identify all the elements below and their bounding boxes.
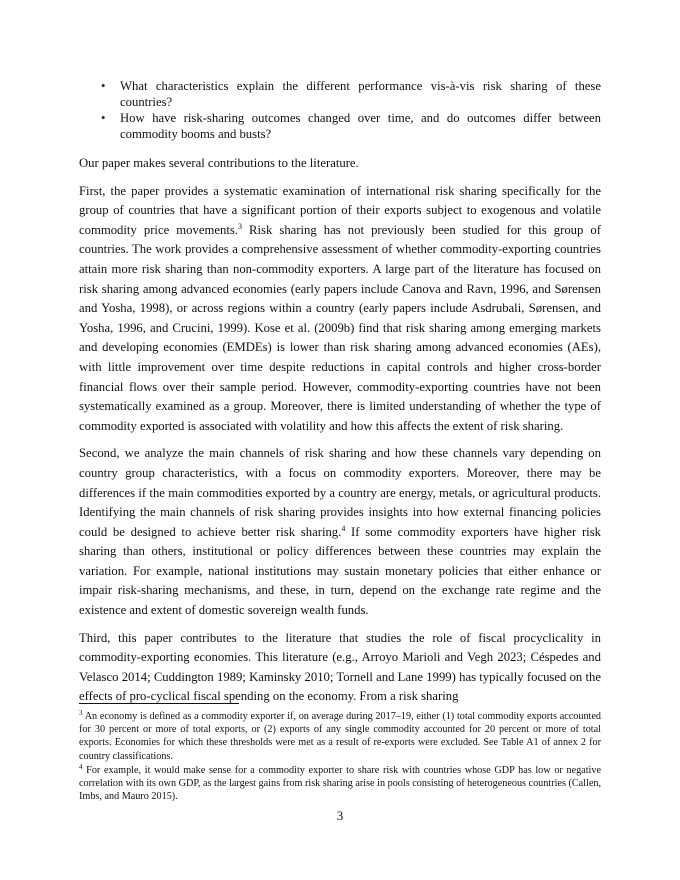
- research-questions-list: [79, 78, 601, 142]
- footnote-ref-3[interactable]: 3: [237, 221, 242, 231]
- paragraph-text: First, the paper provides a systematic examination of international risk sharing specifically for the group of countries that have a significant portion of their exports subject to exogenous and volatile commodity price movements.: [79, 183, 601, 237]
- paragraph-text: Risk sharing has not previously been studied for this group of countries. The work provides a comprehensive assessment of whether commodity-exporting countries attain more risk sharing than non-commodity exporters. A large part of the literature has focused on risk sharing among advanced economies (early papers include Canova and Ravn, 1996, and Sørensen and Yosha, 1998), or across regions within a country (early papers include Asdrubali, Sørensen, and Yosha, 1996, and Crucini, 1999). Kose et al. (2009b) find that risk sharing among emerging markets and developing economies (EMDEs) is lower than risk sharing among advanced economies (AEs), with little improvement over time despite reductions in capital controls and higher cross-border financial flows over their sample period. However, commodity-exporting countries have not been systematically examined as a group. Moreover, there is limited understanding of whether the type of commodity exported is associated with volatility and how this affects the extent of risk sharing.: [79, 222, 601, 433]
- paragraph-first-contribution: [79, 182, 601, 437]
- footnote-mark: 4: [79, 762, 83, 771]
- paragraph-second-contribution: [79, 444, 601, 620]
- bullet-icon: •: [101, 111, 106, 125]
- bullet-icon: •: [101, 79, 106, 93]
- paragraph-text: If some commodity exporters have higher risk sharing than others, institutional or policy differences between these countries may explain the variation. For example, national institutions may sustain monetary policies that either enhance or impair risk-sharing mechanisms, and these, in turn, depend on the exchange rate regime and the existence and extent of domestic sovereign wealth funds.: [79, 524, 601, 618]
- footnote-mark: 3: [79, 709, 83, 717]
- footnotes: [79, 710, 601, 803]
- intro-paragraph: Our paper makes several contributions to the literature.: [79, 156, 359, 170]
- footnote-3: [79, 710, 601, 763]
- footnote-ref-4[interactable]: 4: [341, 523, 346, 533]
- page-number: 3: [336, 808, 344, 823]
- footnote-4: [79, 764, 601, 804]
- footnote-separator: [79, 703, 239, 704]
- footnote-text: An economy is defined as a commodity exporter if, on average during 2017–19, either (1) total commodity exports accounted for 30 percent or more of total exports, or (2) exports of any single commodity accounted for 20 percent or more of total exports. Economies for which these thresholds were met as a result of re-exports were excluded. See Table A1 of annex 2 for country classifications.: [79, 711, 601, 762]
- page-body: [79, 78, 601, 707]
- paragraph-third-contribution: Third, this paper contributes to the literature that studies the role of fiscal procyclicality in commodity-exporting economies. This literature (e.g., Arroyo Marioli and Vegh 2023; Céspedes and Velasco 2014; Cuddington 1989; Kaminsky 2010; Tornell and Lane 1999) has typically focused on the effects of pro-cyclical fiscal spending on the economy. From a risk sharing: [79, 630, 601, 704]
- footnote-text: For example, it would make sense for a commodity exporter to share risk with countries whose GDP has low or negative correlation with its own GDP, as the largest gains from risk sharing arise in pools consisting of heterogeneous countries (Callen, Imbs, and Mauro 2015).: [79, 764, 601, 803]
- bullet-item: [79, 78, 601, 110]
- bullet-item: [79, 110, 601, 142]
- bullet-text: How have risk-sharing outcomes changed over time, and do outcomes differ between commodity booms and busts?: [120, 111, 601, 141]
- bullet-text: What characteristics explain the different performance vis-à-vis risk sharing of these countries?: [120, 79, 601, 109]
- paragraph-text: Second, we analyze the main channels of risk sharing and how these channels vary depending on country group characteristics, with a focus on commodity exporters. Moreover, there may be differences if the main commodities exported by a country are energy, metals, or agricultural products. Identifying the main channels of risk sharing provides insights into how external financing policies could be designed to achieve better risk sharing.: [79, 446, 601, 539]
